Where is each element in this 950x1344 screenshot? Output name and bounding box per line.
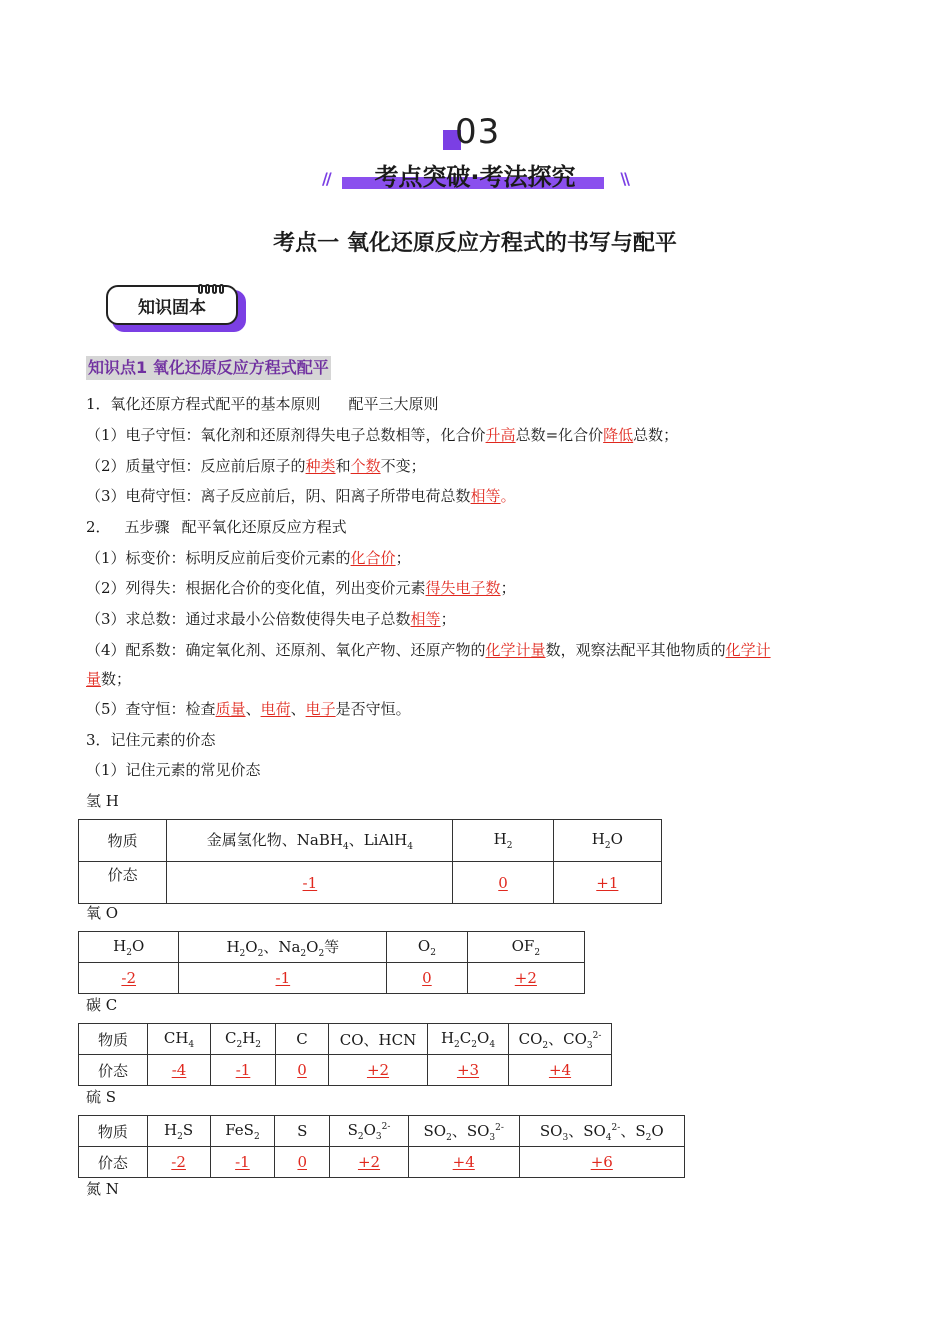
answer: 化学计量 bbox=[485, 641, 546, 659]
text: （1）标变价：标明反应前后变价元素的 bbox=[86, 549, 351, 567]
cell bbox=[553, 862, 661, 904]
valence-answer: +6 bbox=[590, 1153, 613, 1171]
slash-decoration-left: // bbox=[322, 169, 330, 188]
cell bbox=[79, 963, 179, 994]
cell bbox=[148, 1055, 211, 1086]
section1-line1 bbox=[86, 425, 678, 445]
subscript: 2 bbox=[236, 1039, 243, 1050]
cell bbox=[276, 1055, 329, 1086]
cell bbox=[509, 1024, 612, 1055]
subscript: 2 bbox=[454, 1039, 460, 1050]
cell bbox=[147, 1116, 210, 1147]
cell-header: 价态 bbox=[79, 862, 167, 904]
cell bbox=[428, 1024, 509, 1055]
valence-answer: +2 bbox=[357, 1153, 381, 1171]
subscript: 2 bbox=[177, 1131, 183, 1142]
valence-answer: 0 bbox=[297, 1153, 307, 1171]
text: O bbox=[651, 1121, 664, 1140]
valence-answer: +4 bbox=[548, 1061, 572, 1079]
answer: 质量 bbox=[215, 700, 246, 718]
text: 五步骤 bbox=[124, 518, 170, 536]
subscript: 2 bbox=[357, 1131, 364, 1142]
section2-line5 bbox=[86, 699, 411, 719]
cell bbox=[167, 820, 453, 862]
text: O bbox=[417, 936, 431, 955]
answer: 电荷 bbox=[260, 700, 291, 718]
cell bbox=[519, 1147, 684, 1178]
text: ； bbox=[440, 610, 456, 628]
answer: 相等 bbox=[410, 610, 441, 628]
text: 不变； bbox=[380, 457, 426, 475]
cell-header: 物质 bbox=[79, 820, 167, 862]
answer: 降低 bbox=[603, 426, 634, 444]
cell bbox=[211, 1024, 276, 1055]
cell-header: 价态 bbox=[79, 1055, 148, 1086]
text: ； bbox=[395, 549, 411, 567]
section2-line4 bbox=[86, 640, 771, 660]
text: CO bbox=[518, 1029, 543, 1048]
subscript: 4 bbox=[489, 1039, 496, 1050]
subscript: 2 bbox=[506, 841, 513, 851]
text: FeS bbox=[225, 1120, 254, 1139]
subscript: 4 bbox=[605, 1132, 612, 1143]
text: H bbox=[493, 830, 507, 848]
cell bbox=[167, 862, 453, 904]
valence-answer: +1 bbox=[596, 873, 619, 892]
cell bbox=[453, 820, 553, 862]
text: S bbox=[182, 1120, 194, 1139]
cell bbox=[453, 862, 553, 904]
text: H bbox=[440, 1028, 455, 1047]
cell bbox=[79, 932, 179, 963]
subscript: 2 bbox=[542, 1040, 549, 1051]
subscript: 2 bbox=[430, 947, 436, 958]
subscript: 2 bbox=[239, 948, 246, 959]
text: OF bbox=[511, 936, 535, 955]
section-number-text: 03 bbox=[455, 112, 501, 152]
cell-header: 价态 bbox=[79, 1147, 148, 1178]
text: CH bbox=[163, 1028, 189, 1047]
section2-heading bbox=[86, 517, 347, 537]
cell: S bbox=[275, 1116, 330, 1147]
answer: 得失电子数 bbox=[425, 579, 501, 597]
text: O bbox=[363, 1120, 376, 1139]
subscript: 2 bbox=[446, 1132, 452, 1143]
valence-answer: -1 bbox=[235, 1153, 250, 1171]
subscript: 4 bbox=[407, 842, 413, 852]
label-sulfur: 硫 S bbox=[86, 1088, 117, 1106]
text: O bbox=[245, 937, 258, 956]
valence-answer: -1 bbox=[275, 969, 291, 987]
valence-answer: -2 bbox=[121, 969, 137, 987]
section-banner bbox=[322, 155, 628, 197]
section2-line1 bbox=[86, 548, 411, 568]
text: 2． bbox=[86, 518, 111, 536]
text: 总数=化合价 bbox=[515, 426, 604, 444]
cell bbox=[330, 1147, 409, 1178]
section3-heading: 3．记住元素的价态 bbox=[86, 731, 216, 749]
section-number bbox=[443, 112, 507, 152]
answer: 个数 bbox=[350, 457, 381, 475]
text: H bbox=[113, 936, 127, 955]
text: （4）配系数：确定氧化剂、还原剂、氧化产物、还原产物的 bbox=[86, 641, 486, 659]
cell bbox=[275, 1147, 330, 1178]
subscript: 4 bbox=[188, 1039, 195, 1050]
valence-answer: -4 bbox=[171, 1061, 187, 1079]
text: H bbox=[242, 1028, 256, 1047]
cell bbox=[408, 1116, 519, 1147]
valence-answer: -1 bbox=[302, 873, 318, 892]
text: 和 bbox=[335, 457, 351, 475]
valence-answer: 0 bbox=[498, 873, 508, 892]
cell bbox=[211, 1055, 276, 1086]
cell: C bbox=[276, 1024, 329, 1055]
answer: 化合价 bbox=[350, 549, 396, 567]
cell bbox=[148, 1024, 211, 1055]
notebook-rings-icon bbox=[198, 279, 238, 289]
text: （3）求总数：通过求最小公倍数使得失电子总数 bbox=[86, 610, 411, 628]
text: S bbox=[347, 1120, 358, 1139]
label-nitrogen: 氮 N bbox=[86, 1180, 119, 1198]
knowledge-badge bbox=[106, 283, 248, 335]
text: 、Na bbox=[263, 937, 301, 956]
text: 。 bbox=[500, 487, 516, 505]
valence-answer: +4 bbox=[452, 1153, 475, 1171]
valence-answer: -2 bbox=[171, 1153, 186, 1171]
subscript: 2 bbox=[255, 1039, 262, 1050]
knowledge-point-heading: 知识点1 氧化还原反应方程式配平 bbox=[86, 356, 331, 380]
text: 数，观察法配平其他物质的 bbox=[545, 641, 726, 659]
text: 总数； bbox=[633, 426, 679, 444]
cell bbox=[179, 963, 387, 994]
subscript: 2 bbox=[645, 1132, 652, 1143]
cell bbox=[387, 932, 468, 963]
answer: 相等 bbox=[470, 487, 501, 505]
label-oxygen: 氧 O bbox=[86, 904, 119, 922]
text: 是否守恒。 bbox=[335, 700, 411, 718]
cell bbox=[387, 963, 468, 994]
text: 、LiAlH bbox=[348, 831, 408, 849]
answer: 量 bbox=[86, 670, 102, 688]
table-sulfur bbox=[78, 1115, 685, 1178]
superscript: 2- bbox=[592, 1030, 602, 1041]
subscript: 2 bbox=[257, 948, 264, 959]
subscript: 2 bbox=[534, 947, 541, 958]
text: 配平三大原则 bbox=[348, 395, 439, 413]
subscript: 2 bbox=[471, 1039, 477, 1050]
cell-header: 物质 bbox=[79, 1116, 148, 1147]
text: 等 bbox=[324, 937, 340, 956]
text: 、 bbox=[245, 700, 261, 718]
text: C bbox=[224, 1028, 237, 1047]
subscript: 2 bbox=[253, 1131, 260, 1142]
cell bbox=[179, 932, 387, 963]
subscript: 2 bbox=[604, 841, 611, 851]
text: SO bbox=[423, 1121, 447, 1140]
text: H bbox=[226, 937, 240, 956]
text: 、 bbox=[290, 700, 306, 718]
cell bbox=[330, 1116, 409, 1147]
section2-line2 bbox=[86, 578, 516, 598]
section1-line3 bbox=[86, 486, 516, 506]
cell bbox=[467, 932, 584, 963]
answer: 电子 bbox=[305, 700, 336, 718]
valence-answer: +3 bbox=[456, 1061, 480, 1079]
cell bbox=[329, 1055, 428, 1086]
cell bbox=[210, 1116, 275, 1147]
superscript: 2- bbox=[611, 1122, 621, 1133]
valence-answer: +2 bbox=[366, 1061, 390, 1079]
text: C bbox=[459, 1028, 472, 1047]
superscript: 2- bbox=[381, 1121, 391, 1132]
subscript: 4 bbox=[342, 842, 349, 852]
cell bbox=[408, 1147, 519, 1178]
text: O bbox=[610, 830, 623, 848]
text: O bbox=[477, 1028, 490, 1047]
answer: 升高 bbox=[485, 426, 516, 444]
topic-title: 考点一 氧化还原反应方程式的书写与配平 bbox=[273, 231, 677, 256]
subscript: 2 bbox=[318, 948, 325, 959]
subscript: 3 bbox=[586, 1040, 593, 1051]
text: 、S bbox=[620, 1121, 646, 1140]
section3-sub: （1）记住元素的常见价态 bbox=[86, 761, 261, 779]
text: （2）质量守恒：反应前后原子的 bbox=[86, 457, 306, 475]
subscript: 3 bbox=[489, 1132, 496, 1143]
subscript: 3 bbox=[562, 1132, 569, 1143]
text: 1．氧化还原方程式配平的基本原则 bbox=[86, 395, 321, 413]
cell bbox=[519, 1116, 684, 1147]
section2-line3 bbox=[86, 609, 456, 629]
table-hydrogen bbox=[78, 819, 662, 904]
section2-line4-cont bbox=[86, 669, 131, 689]
text: ； bbox=[500, 579, 516, 597]
answer: 化学计 bbox=[725, 641, 771, 659]
text: H bbox=[591, 830, 605, 848]
text: （3）电荷守恒：离子反应前后，阴、阳离子所带电荷总数 bbox=[86, 487, 471, 505]
cell-header: 物质 bbox=[79, 1024, 148, 1055]
cell: CO、HCN bbox=[329, 1024, 428, 1055]
cell bbox=[428, 1055, 509, 1086]
cell bbox=[467, 963, 584, 994]
text: H bbox=[164, 1120, 178, 1139]
label-hydrogen: 氢 H bbox=[86, 792, 119, 810]
label-carbon: 碳 C bbox=[86, 996, 118, 1014]
text: （5）查守恒：检查 bbox=[86, 700, 216, 718]
text: 数； bbox=[101, 670, 132, 688]
subscript: 2 bbox=[300, 948, 307, 959]
table-oxygen bbox=[78, 931, 585, 994]
superscript: 2- bbox=[495, 1122, 504, 1133]
text: 、SO bbox=[451, 1121, 490, 1140]
slash-decoration-right: \\ bbox=[620, 169, 628, 188]
text: O bbox=[131, 936, 145, 955]
banner-title: 考点突破·考法探究 bbox=[374, 163, 576, 191]
cell bbox=[147, 1147, 210, 1178]
valence-answer: -1 bbox=[235, 1061, 251, 1079]
answer: 种类 bbox=[305, 457, 336, 475]
valence-answer: 0 bbox=[422, 969, 432, 987]
cell bbox=[210, 1147, 275, 1178]
text: 、SO bbox=[568, 1121, 606, 1140]
text: （2）列得失：根据化合价的变化值，列出变价元素 bbox=[86, 579, 426, 597]
badge-label: 知识固本 bbox=[106, 285, 238, 325]
text: 、CO bbox=[548, 1029, 587, 1048]
text: SO bbox=[539, 1121, 563, 1140]
cell bbox=[553, 820, 661, 862]
text: （1）电子守恒：氧化剂和还原剂得失电子总数相等，化合价 bbox=[86, 426, 486, 444]
subscript: 3 bbox=[375, 1131, 382, 1142]
text: 配平氧化还原反应方程式 bbox=[181, 518, 347, 536]
section1-line2 bbox=[86, 456, 426, 476]
table-carbon bbox=[78, 1023, 612, 1086]
valence-answer: +2 bbox=[514, 969, 537, 987]
cell bbox=[509, 1055, 612, 1086]
text: 金属氢化物、NaBH bbox=[206, 831, 343, 849]
subscript: 2 bbox=[126, 947, 132, 958]
text: O bbox=[306, 937, 319, 956]
valence-answer: 0 bbox=[297, 1061, 307, 1079]
section1-heading bbox=[86, 394, 439, 414]
